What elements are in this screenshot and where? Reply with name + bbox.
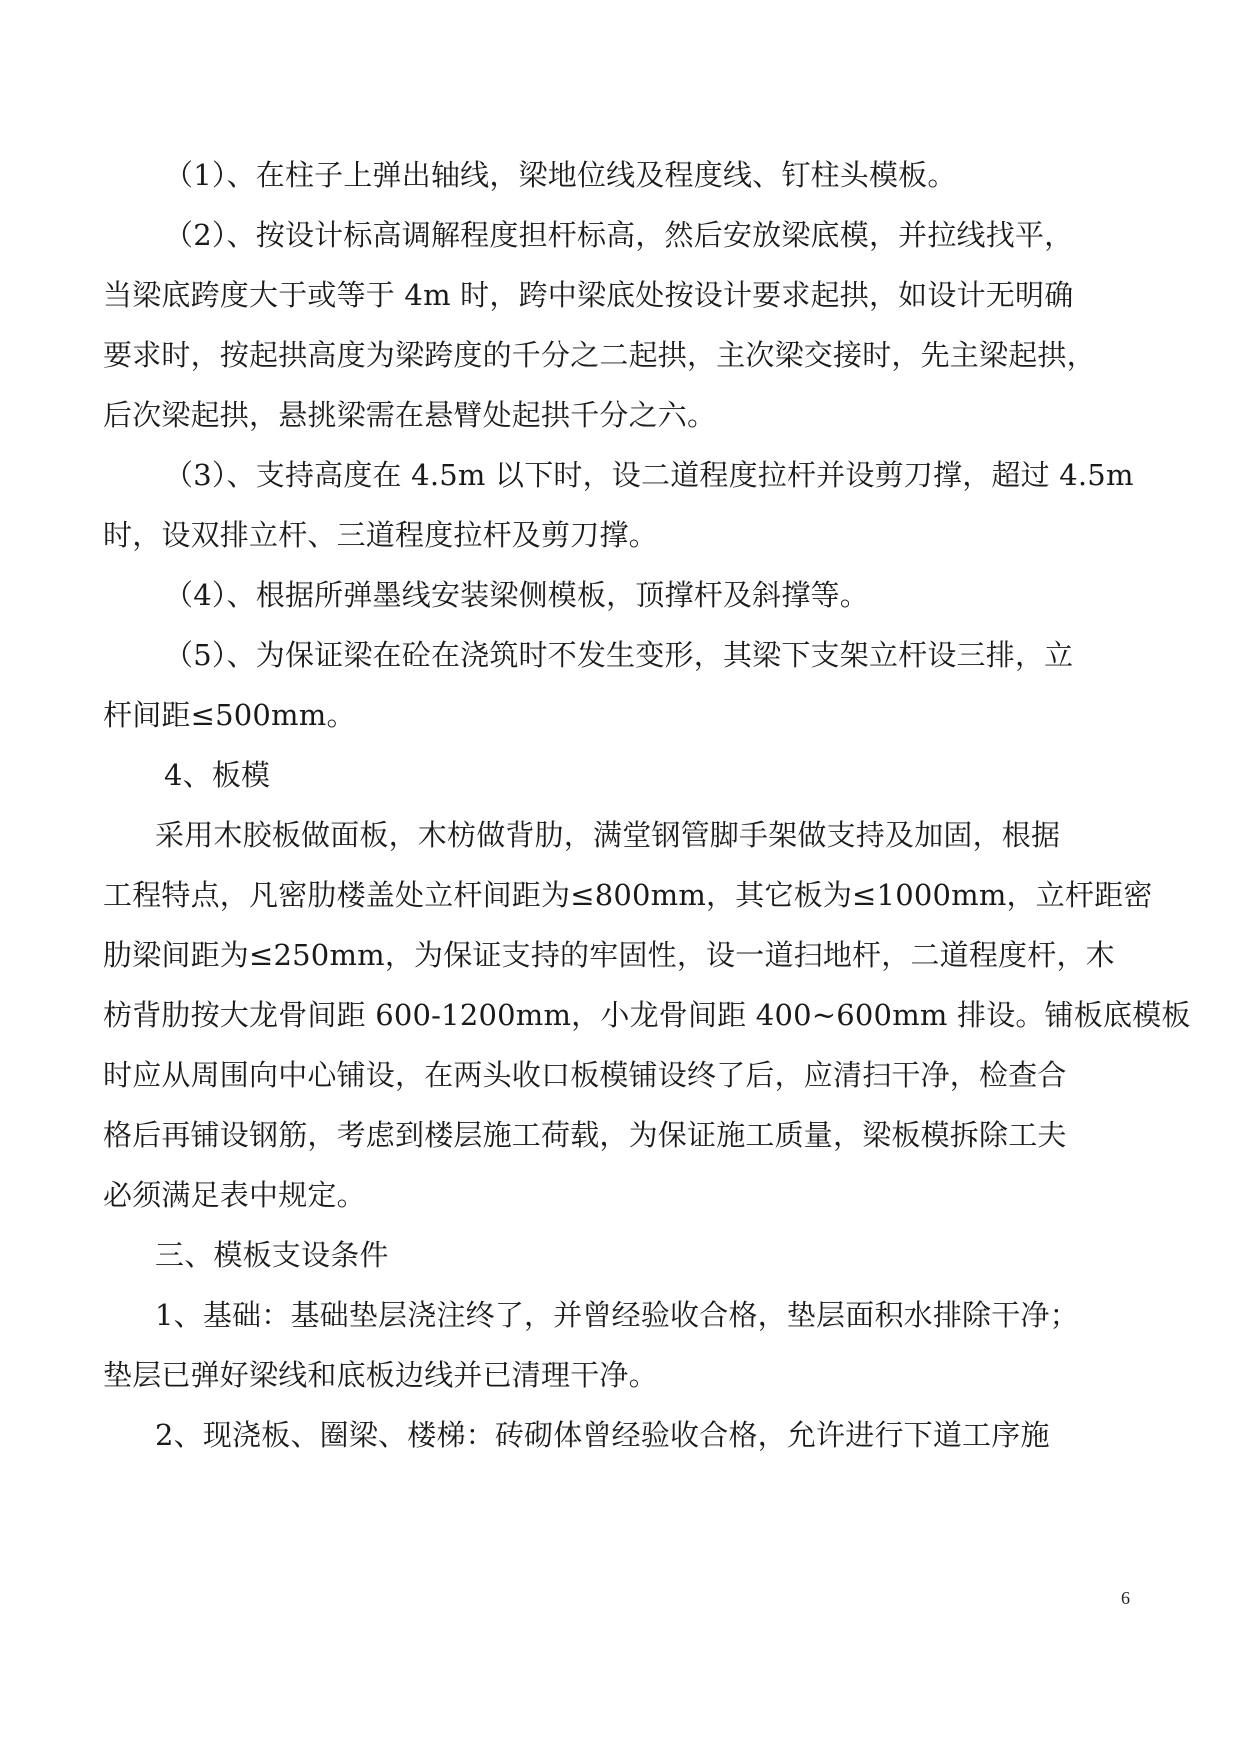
section-heading: 三、模板支设条件: [155, 1238, 389, 1272]
text-line: 2、现浇板、圈梁、楼梯：砖砌体曾经验收合格，允许进行下道工序施: [155, 1418, 1050, 1452]
text-line: （2）、按设计标高调解程度担杆标高，然后安放梁底模，并拉线找平，: [164, 218, 1074, 252]
text-line: 当梁底跨度大于或等于 4m 时，跨中梁底处按设计要求起拱，如设计无明确: [103, 278, 1074, 312]
page-number: 6: [1121, 1588, 1130, 1608]
text-line: 枋背肋按大龙骨间距 600-1200mm，小龙骨间距 400~600mm 排设。铺板底模板: [103, 998, 1191, 1032]
text-line: （5）、为保证梁在砼在浇筑时不发生变形，其梁下支架立杆设三排，立: [164, 638, 1074, 672]
text-line: 时应从周围向中心铺设，在两头收口板模铺设终了后，应清扫干净，检查合: [103, 1058, 1067, 1092]
text-line: 采用木胶板做面板，木枋做背肋，满堂钢管脚手架做支持及加固，根据: [155, 818, 1061, 852]
text-line: （4）、根据所弹墨线安装梁侧模板，顶撑杆及斜撑等。: [164, 578, 869, 612]
text-line: 格后再铺设钢筋，考虑到楼层施工荷载，为保证施工质量，梁板模拆除工夫: [103, 1118, 1067, 1152]
text-line: （1）、在柱子上弹出轴线，梁地位线及程度线、钉柱头模板。: [164, 158, 957, 192]
text-line: 后次梁起拱，悬挑梁需在悬臂处起拱千分之六。: [103, 398, 717, 432]
text-line: 杆间距≤500mm。: [103, 698, 356, 732]
section-heading: 4、板模: [164, 758, 271, 792]
text-line: 必须满足表中规定。: [103, 1178, 366, 1212]
text-line: （3）、支持高度在 4.5m 以下时，设二道程度拉杆并设剪刀撑，超过 4.5m: [164, 458, 1134, 492]
text-line: 垫层已弹好梁线和底板边线并已清理干净。: [103, 1358, 658, 1392]
text-line: 工程特点，凡密肋楼盖处立杆间距为≤800mm，其它板为≤1000mm，立杆距密: [103, 878, 1153, 912]
text-line: 1、基础：基础垫层浇注终了，并曾经验收合格，垫层面积水排除干净；: [155, 1298, 1079, 1332]
text-line: 时，设双排立杆、三道程度拉杆及剪刀撑。: [103, 518, 658, 552]
text-line: 要求时，按起拱高度为梁跨度的千分之二起拱，主次梁交接时，先主梁起拱，: [103, 338, 1096, 372]
text-line: 肋梁间距为≤250mm，为保证支持的牢固性，设一道扫地杆，二道程度杆，木: [103, 938, 1115, 972]
